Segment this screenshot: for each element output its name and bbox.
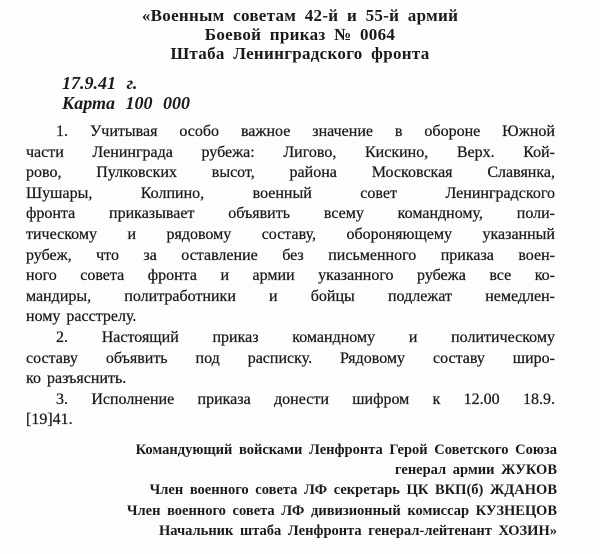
body-line: рубеж, что за оставление без письменного приказа воен- <box>26 246 555 264</box>
map-scale: Карта 100 000 <box>62 93 190 113</box>
signature-line-commander-title: Командующий войсками Ленфронта Герой Советского Союза <box>135 441 557 458</box>
body-line: рово, Пулковских высот, района Московская Славянка, <box>26 164 555 182</box>
paragraph-2-and-3 <box>26 328 555 431</box>
body-line: тическому и рядовому составу, обороняющему указанный <box>26 225 555 243</box>
body-line: Шушары, Колпино, военный совет Ленинградского <box>26 184 555 202</box>
header-issuer: Штаба Ленинградского фронта <box>170 44 430 63</box>
signature-block <box>0 440 557 541</box>
signature-line-khozin: Начальник штаба Ленфронта генерал-лейтенант ХОЗИН» <box>159 522 557 539</box>
body-line: части Ленинграда рубежа: Лигово, Кискино, Верх. Кой- <box>26 143 555 161</box>
document-header <box>0 0 600 63</box>
paragraph-1 <box>26 122 555 328</box>
dateline <box>62 73 600 113</box>
body-line: [19]41. <box>26 411 73 429</box>
body-line: фронта приказывает объявить всему командному, поли- <box>26 205 555 223</box>
signature-line-zhdanov: Член военного совета ЛФ секретарь ЦК ВКП(б) ЖДАНОВ <box>149 482 557 499</box>
body-line: ному расстрелу. <box>26 308 137 326</box>
body-line: 2. Настоящий приказ командному и политическому <box>56 328 555 346</box>
header-order-number: Боевой приказ № 0064 <box>204 25 396 44</box>
body-line: ко разъяснить. <box>26 370 127 388</box>
order-body <box>26 122 555 431</box>
order-date: 17.9.41 г. <box>62 73 138 93</box>
header-addressees: «Военным советам 42-й и 55-й армий <box>141 6 459 25</box>
body-line: составу объявить под расписку. Рядовому составу широ- <box>26 349 555 367</box>
body-line: 3. Исполнение приказа донести шифром к 12.00 18.9. <box>56 390 555 408</box>
body-line: мандиры, политработники и бойцы подлежат немедлен- <box>26 287 555 305</box>
signature-line-kuznetsov: Член военного совета ЛФ дивизионный комиссар КУЗНЕЦОВ <box>126 502 557 519</box>
signature-line-zhukov: генерал армии ЖУКОВ <box>394 462 557 479</box>
body-line: 1. Учитывая особо важное значение в обороне Южной <box>56 123 555 140</box>
body-line: ного совета фронта и армии указанного рубежа все ко- <box>26 267 555 285</box>
